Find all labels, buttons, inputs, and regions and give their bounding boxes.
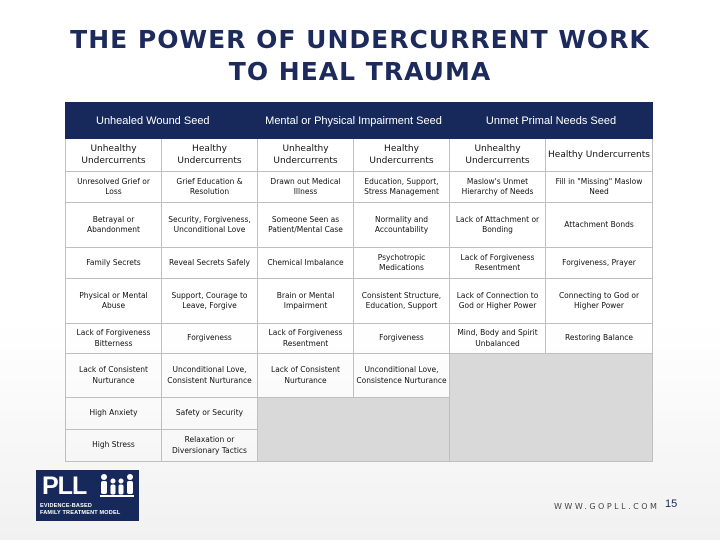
table-cell: Someone Seen as Patient/Mental Case [258,203,354,248]
table-cell: Lack of Forgiveness Bitterness [66,324,162,354]
table-cell: Mind, Body and Spirit Unbalanced [450,324,546,354]
table-cell: Restoring Balance [546,324,653,354]
table-cell: Relaxation or Diversionary Tactics [162,430,258,462]
table-cell: Physical or Mental Abuse [66,279,162,324]
footer-url: WWW.GOPLL.COM [554,502,660,511]
table-row [66,354,653,398]
table-cell: Connecting to God or Higher Power [546,279,653,324]
page-number: 15 [665,498,678,510]
table-cell: Consistent Structure, Education, Support [354,279,450,324]
table-cell: Chemical Imbalance [258,248,354,279]
table-cell: Security, Forgiveness, Unconditional Love [162,203,258,248]
table-cell: Forgiveness [354,324,450,354]
table-cell: Normality and Accountability [354,203,450,248]
table-cell: Education, Support, Stress Management [354,172,450,203]
table-cell: Forgiveness, Prayer [546,248,653,279]
empty-cell-block [450,354,653,462]
subheader-cell: Unhealthy Undercurrents [66,139,162,172]
table-cell: Family Secrets [66,248,162,279]
pll-logo [36,470,139,521]
table-cell: Support, Courage to Leave, Forgive [162,279,258,324]
subheader-cell: Unhealthy Undercurrents [450,139,546,172]
seed-header-row [66,103,653,139]
table-cell: High Anxiety [66,398,162,430]
table-cell: Fill in "Missing" Maslow Need [546,172,653,203]
logo-tagline-line-2: FAMILY TREATMENT MODEL [40,510,121,516]
family-figures-icon [99,473,135,501]
table-row [66,279,653,324]
table-cell: Lack of Attachment or Bonding [450,203,546,248]
table-cell: Forgiveness [162,324,258,354]
table-cell: Unresolved Grief or Loss [66,172,162,203]
seed-header-unmet-needs: Unmet Primal Needs Seed [450,103,653,139]
subheader-cell: Healthy Undercurrents [162,139,258,172]
table-row [66,248,653,279]
table-cell: Attachment Bonds [546,203,653,248]
logo-tagline [40,503,120,517]
table-cell: Psychotropic Medications [354,248,450,279]
table-cell: Betrayal or Abandonment [66,203,162,248]
table-cell: Lack of Consistent Nurturance [258,354,354,398]
table-row [66,324,653,354]
table-cell: High Stress [66,430,162,462]
table-cell: Lack of Connection to God or Higher Power [450,279,546,324]
logo-tagline-line-1: EVIDENCE-BASED [40,503,93,509]
table-row [66,203,653,248]
table-cell: Drawn out Medical Illness [258,172,354,203]
table-cell: Lack of Consistent Nurturance [66,354,162,398]
table-cell: Brain or Mental Impairment [258,279,354,324]
undercurrent-table [65,102,653,462]
empty-cell-block [258,398,450,462]
table-cell: Grief Education & Resolution [162,172,258,203]
slide-title [0,24,720,88]
logo-letters: PLL [42,472,87,500]
table-cell: Reveal Secrets Safely [162,248,258,279]
table-row [66,172,653,203]
title-line-2: TO HEAL TRAUMA [228,57,492,86]
table-cell: Maslow's Unmet Hierarchy of Needs [450,172,546,203]
subheader-cell: Unhealthy Undercurrents [258,139,354,172]
table-cell: Lack of Forgiveness Resentment [450,248,546,279]
title-line-1: THE POWER OF UNDERCURRENT WORK [70,25,650,54]
subheader-row [66,139,653,172]
subheader-cell: Healthy Undercurrents [546,139,653,172]
seed-header-impairment: Mental or Physical Impairment Seed [258,103,450,139]
table-cell: Unconditional Love, Consistent Nurturance [162,354,258,398]
table-cell: Unconditional Love, Consistence Nurturance [354,354,450,398]
seed-header-unhealed-wound: Unhealed Wound Seed [66,103,258,139]
subheader-cell: Healthy Undercurrents [354,139,450,172]
table-cell: Lack of Forgiveness Resentment [258,324,354,354]
table-cell: Safety or Security [162,398,258,430]
